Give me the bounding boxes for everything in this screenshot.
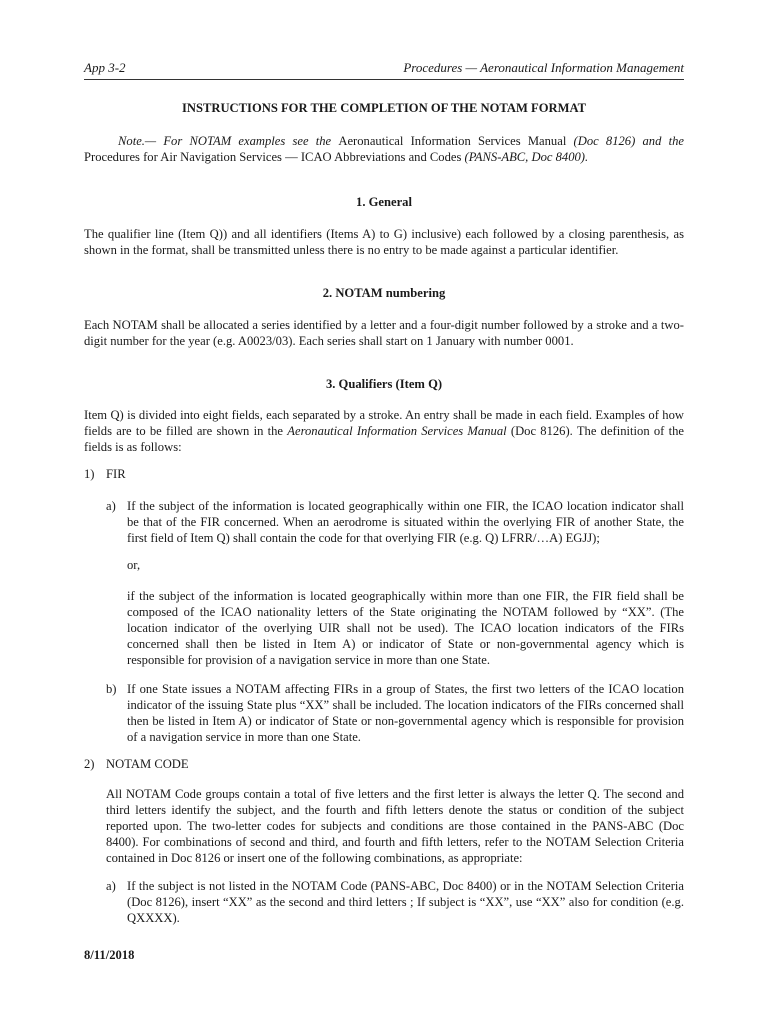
item-1-label: FIR xyxy=(106,467,126,481)
page-number: App 3-2 xyxy=(84,60,126,75)
item-2-text: All NOTAM Code groups contain a total of five letters and the first letter is always the letter Q. The second and third letters identify the subject, and the fourth and fifth letters denote the status or condition of the subject reported upon. The two-letter codes for subjects and conditions are those contained in the PANS-ABC (Doc 8400). For combinations of second and third, and fourth and fifth letters, refer to the NOTAM Selection Criteria contained in Doc 8126 or insert one of the following combinations, as appropriate: xyxy=(106,787,684,865)
section-2-heading: 2. NOTAM numbering xyxy=(322,286,446,300)
item-2-number: 2) xyxy=(84,757,95,771)
running-header xyxy=(84,60,684,80)
or-text: or, xyxy=(127,558,141,572)
item-1b-text: If one State issues a NOTAM affecting FIRs in a group of States, the first two letters of the ICAO location indicator of the issuing State plus “XX” shall be included. The location indicators of the FIRs concerned shall then be listed in Item A) or indicator of State or non-governmental agency which is responsible for provision of a navigation service in more than one State. xyxy=(127,682,684,744)
item-2a-label: a) xyxy=(106,879,116,893)
section-2-text: Each NOTAM shall be allocated a series identified by a letter and a four-digit number followed by a stroke and a two-digit number for the year (e.g. A0023/03). Each series shall start on 1 January with number 0001. xyxy=(84,318,684,348)
item-1b-label: b) xyxy=(106,682,117,696)
item-1a-text: If the subject of the information is located geographically within one FIR, the ICAO location indicator shall be that of the FIR concerned. When an aerodrome is situated within the overlying FIR of another State, the first field of Item Q) shall contain the code for that overlying FIR (e.g. Q) LFRR/…A) EGJJ); xyxy=(127,499,684,545)
item-1a-label: a) xyxy=(106,499,116,513)
document-title: Procedures — Aeronautical Information Management xyxy=(403,60,684,75)
item-1a-text-continued: if the subject of the information is located geographically within more than one FIR, the FIR field shall be composed of the ICAO nationality letters of the State originating the NOTAM followed by “XX”. (The location indicator of the overlying UIR shall not be used). The ICAO location indicators of the FIRs concerned shall then be listed in Item A) or indicator of State or non-governmental agency which is responsible for provision of a navigation service in more than one State. xyxy=(127,589,684,667)
item-2-label: NOTAM CODE xyxy=(106,757,189,771)
item-2a-text: If the subject is not listed in the NOTAM Code (PANS-ABC, Doc 8400) or in the NOTAM Selection Criteria (Doc 8126), insert “XX” as the second and third letters ; If subject is “XX”, use “XX” also for condition (e.g. QXXXX). xyxy=(127,879,684,925)
note-paragraph: Note.— For NOTAM examples see the Aeronautical Information Services Manual (Doc 8126) and the Procedures for Air Navigation Services — ICAO Abbreviations and Codes (PANS-ABC, Doc 8400). xyxy=(84,134,684,164)
item-1-number: 1) xyxy=(84,467,95,481)
section-3-heading: 3. Qualifiers (Item Q) xyxy=(325,377,443,391)
page-title: INSTRUCTIONS FOR THE COMPLETION OF THE NOTAM FORMAT xyxy=(181,101,587,115)
footer-date: 8/11/2018 xyxy=(84,948,135,962)
section-3-text: Item Q) is divided into eight fields, each separated by a stroke. An entry shall be made in each field. Examples of how fields are to be filled are shown in the Aeronautical Information Services Manual (Doc 8126). The definition of the fields is as follows: xyxy=(84,408,685,454)
section-1-heading: 1. General xyxy=(356,195,412,209)
section-1-text: The qualifier line (Item Q)) and all identifiers (Items A) to G) inclusive) each followed by a closing parenthesis, as shown in the format, shall be transmitted unless there is no entry to be made against a particular identifier. xyxy=(84,227,684,257)
